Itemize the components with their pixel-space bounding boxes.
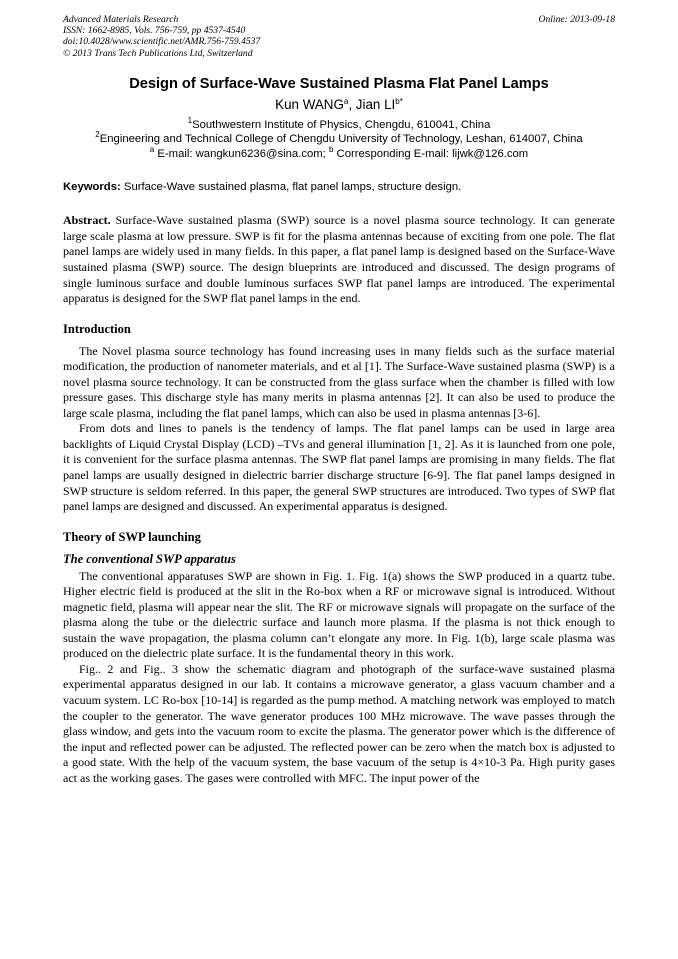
keywords-label: Keywords: [63,181,121,194]
author-2: Jian LI [355,96,396,112]
introduction-heading: Introduction [63,321,131,336]
introduction-paragraph-2: From dots and lines to panels is the tendency of lamps. The flat panel lamps can be used in large area backlights of Liquid Crystal Display (LCD) –TVs and general illumination [1, 2]. As it is launched from one pole, it is convenient for the surface plasma antennas. The SWP flat panel lamps are promising in many fields. The flat panel lamps are usually designed in dielectric barrier discharge structure [6-9]. The flat panel lamps designed in SWP structure is seldom referred. In this paper, the general SWP structures are introduced. Two types of SWP flat panel lamps are designed and discussed. An experimental apparatus is designed. [63,421,615,514]
affiliation-1-sup: 1 [187,115,193,125]
email-a: E-mail: wangkun6236@sina.com; [154,147,329,160]
issn-line: ISSN: 1662-8985, Vols. 756-759, pp 4537-4540 [63,25,246,37]
paper-title: Design of Surface-Wave Sustained Plasma Flat Panel Lamps [129,75,549,92]
abstract-label: Abstract. [63,213,111,228]
author-separator: , [348,96,356,112]
copyright-line: © 2013 Trans Tech Publications Ltd, Switzerland [63,47,253,59]
doi-line: doi:10.4028/www.scientific.net/AMR.756-759.4537 [63,36,261,48]
conventional-swp-subheading: The conventional SWP apparatus [63,551,236,566]
author-1: Kun WANG [275,96,344,112]
online-date: Online: 2013-09-18 [538,14,615,25]
affiliation-2-text: Engineering and Technical College of Chengdu University of Technology, Leshan, 614007, China [99,133,583,146]
theory-heading: Theory of SWP launching [63,529,201,544]
theory-paragraph-2: Fig.. 2 and Fig.. 3 show the schematic diagram and photograph of the surface-wave sustained plasma experimental apparatus designed in our lab. It contains a microwave generator, a glass vacuum chamber and a vacuum system. LC Ro-box [10-14] is regarded as the pump method. A matching network was employed to match the coupler to the generator. The wave generator produces 100 MHz microwave. The wave passes through the glass window, and gets into the vacuum room to excite the plasma. The generator power which is the difference of the input and reflected power can be adjusted. The reflected power can be zero when the match box is adjusted to a good state. With the help of the vacuum system, the base vacuum of the setup is 4×10-3 Pa. High purity gases act as the working gases. The gases were controlled with MFC. The input power of the [63,661,615,785]
affiliation-2 [49,132,629,147]
author-list [63,96,615,113]
author-2-sup: b* [395,96,403,106]
email-a-sup: a [149,144,155,154]
affiliation-2-sup: 2 [95,130,100,140]
email-b-sup: b [328,144,334,154]
affiliation-1 [49,115,629,133]
keywords-text: Surface-Wave sustained plasma, flat panel lamps, structure design. [120,181,462,194]
theory-paragraph-1: The conventional apparatuses SWP are shown in Fig. 1. Fig. 1(a) shows the SWP produced in a quartz tube. Higher electric field is produced at the slit in the Ro-box when a RF or microwave signal is introduced. Without magnetic field, plasma will appear near the slit. The RF or microwave signals will propagate on the surface of the plasma along the tube or the dielectric surface and launch more plasma. If the plasma is not thick enough to sustain the wave propagation, the plasma column can’t elongate any more. In Fig. 1(b), large scale plasma was produced on the dielectric plate surface. It is the fundamental theory in this work. [63,568,615,661]
journal-header [63,14,615,59]
paper-page [63,14,615,786]
abstract-text: Surface-Wave sustained plasma (SWP) source is a novel plasma source technology. It can generate large scale plasma at low pressure. SWP is fit for the plasma antennas because of exciting from one pole. The flat panel lamps are widely used in many fields. In this paper, a flat panel lamp is designed based on the Surface-Wave sustained plasma (SWP) source. The design blueprints are introduced and discussed. The design programs of single luminous surface and double luminous surfaces SWP flat panel lamps are introduced. The experimental apparatus is designed for the SWP flat panel lamps in the end. [63,213,615,306]
introduction-paragraph-1: The Novel plasma source technology has found increasing uses in many fields such as the surface material modification, the production of nanometer materials, and et al [1]. The Surface-Wave sustained plasma (SWP) is a novel plasma source technology. It can be constructed from the glass surface when the chamber is filled with low pressure gases. This discharge style has many merits in plasma antennas [2]. It can also be used to produce the large scale plasma, including the flat panel lamps, which can also be used in plasma antennas [3-6]. [63,343,615,420]
email-line [49,144,629,162]
affiliations [49,115,629,162]
journal-name: Advanced Materials Research [63,14,179,25]
header-top-line [63,14,615,25]
author-1-sup: a [343,96,349,106]
keywords [63,180,615,194]
email-b: Corresponding E-mail: lijwk@126.com [333,147,529,160]
affiliation-1-text: Southwestern Institute of Physics, Chengdu, 610041, China [192,118,491,131]
abstract [63,213,615,306]
